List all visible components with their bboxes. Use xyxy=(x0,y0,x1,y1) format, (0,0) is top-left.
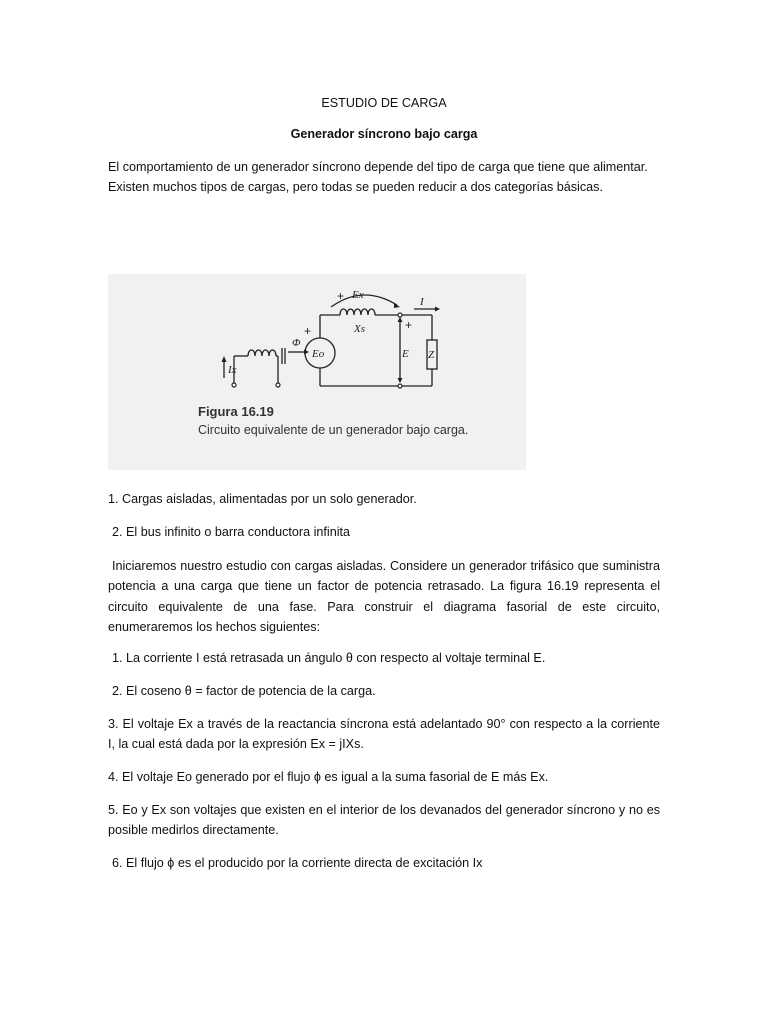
category-1: 1. Cargas aisladas, alimentadas por un solo generador. xyxy=(108,492,417,506)
fact-5: 5. Eo y Ex son voltajes que existen en el interior de los devanados del generador síncrono y no es posible medirlos directamente. xyxy=(108,803,660,838)
fact-2: 2. El coseno θ = factor de potencia de la carga. xyxy=(112,684,376,698)
fact-6: 6. El flujo ϕ es el producido por la corriente directa de excitación Ix xyxy=(112,856,483,870)
eo-label: Eo xyxy=(312,348,325,360)
fact-3: 3. El voltaje Ex a través de la reactancia síncrona está adelantado 90° con respecto a la corriente I, la cual está dada por la expresión Ex = jIXs. xyxy=(108,717,660,752)
fact-1: 1. La corriente I está retrasada un ángulo θ con respecto al voltaje terminal E. xyxy=(112,651,546,665)
flux-phi-label: Φ xyxy=(292,337,301,349)
xs-label: Xs xyxy=(354,323,365,335)
figure-number: Figura 16.19 xyxy=(198,404,274,419)
ex-plus-sign: + xyxy=(337,289,345,303)
current-i-label: I xyxy=(420,296,424,308)
circuit-diagram xyxy=(108,274,526,470)
document-subtitle: Generador síncrono bajo carga xyxy=(290,127,478,141)
generator-plus-sign: + xyxy=(304,324,312,338)
circuit-figure xyxy=(108,274,526,470)
ix-label: Ix xyxy=(228,364,237,376)
figure-caption: Circuito equivalente de un generador bajo carga. xyxy=(198,423,469,437)
ex-label: Ex xyxy=(352,289,364,301)
category-2: 2. El bus infinito o barra conductora infinita xyxy=(112,525,351,539)
node-dot-top xyxy=(398,313,402,317)
terminal-dot-right xyxy=(276,383,280,387)
excitation-coil xyxy=(248,350,276,356)
body-paragraph: Iniciaremos nuestro estudio con cargas aisladas. Considere un generador trifásico que suministra potencia a una carga que tiene un factor de potencia retrasado. La figura 16.19 representa el circuito equivalente de una fase. Para construir el diagrama fasorial de este circuito, enumeraremos los hechos siguientes: xyxy=(108,559,660,634)
reactance-xs xyxy=(340,309,375,315)
node-dot-bottom xyxy=(398,384,402,388)
intro-line-2: Existen muchos tipos de cargas, pero todas se pueden reducir a dos categorías básicas. xyxy=(108,180,603,194)
fact-4: 4. El voltaje Eo generado por el flujo ϕ es igual a la suma fasorial de E más Ex. xyxy=(108,770,549,784)
document-title: ESTUDIO DE CARGA xyxy=(321,96,447,110)
terminal-plus-sign: + xyxy=(405,318,413,332)
terminal-dot-left xyxy=(232,383,236,387)
terminal-voltage-label: E xyxy=(402,348,409,360)
impedance-label: Z xyxy=(428,349,435,361)
intro-line-1: El comportamiento de un generador síncrono depende del tipo de carga que tiene que alimentar. xyxy=(108,160,648,174)
